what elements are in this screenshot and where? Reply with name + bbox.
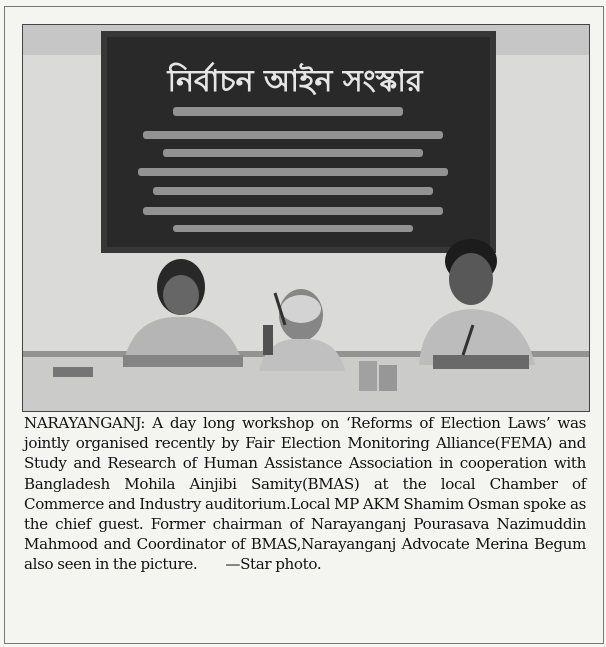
news-photo — [22, 24, 590, 412]
photo-caption — [24, 413, 586, 575]
banner-heading: নির্বাচন আইন সংস্কার — [167, 64, 423, 99]
newspaper-clipping — [4, 6, 604, 644]
caption-text: NARAYANGANJ: A day long workshop on ‘Reforms of Election Laws’ was jointly organised recently by Fair Election Monitoring Alliance(FEMA) and Study and Research of Human Assistance Association in cooperation with Bangladesh Mohila Ainjibi Samity(BMAS) at the local Chamber of Commerce and Industry auditorium.Local MP AKM Shamim Osman spoke as the chief guest. Former chairman of Narayanganj Pourasava Nazimuddin Mahmood and Coordinator of BMAS,Narayanganj Advocate Merina Begum also seen in the picture. — [24, 414, 586, 574]
photo-credit: —Star photo. — [225, 555, 322, 574]
photo-illustration — [23, 25, 589, 411]
